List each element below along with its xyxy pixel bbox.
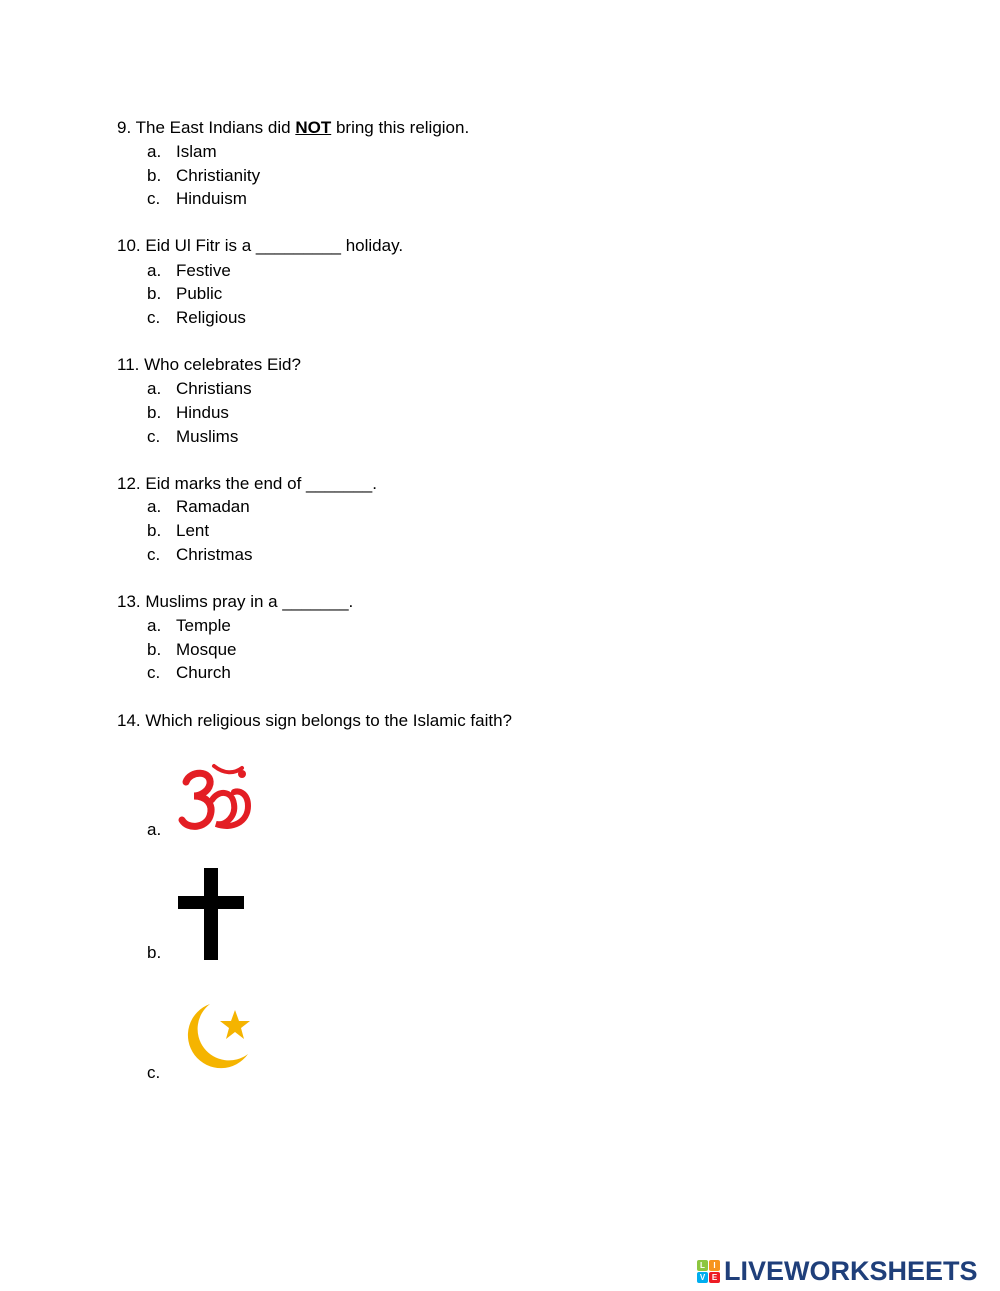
question-number: 11. — [117, 355, 140, 374]
option-12c: c. Christmas — [147, 545, 253, 564]
question-11 — [117, 355, 301, 375]
option-10b: b. Public — [147, 284, 223, 303]
question-number: 9. — [117, 118, 132, 137]
question-number: 14. — [117, 711, 141, 730]
option-10c: c. Religious — [147, 308, 246, 327]
question-text: Eid marks the end of _______. — [145, 474, 377, 493]
option-9c: c. Hinduism — [147, 189, 247, 208]
emphasis-not: NOT — [295, 118, 332, 137]
logo-tile-v: V — [697, 1272, 708, 1283]
liveworksheets-logo — [697, 1256, 978, 1286]
question-number: 10. — [117, 236, 141, 255]
question-number: 12. — [117, 474, 141, 493]
om-icon — [176, 760, 254, 836]
option-13b: b. Mosque — [147, 640, 237, 659]
option-13c: c. Church — [147, 663, 231, 682]
question-12 — [117, 474, 377, 494]
question-text: Which religious sign belongs to the Islamic faith? — [145, 711, 513, 730]
logo-tile-e: E — [709, 1272, 720, 1283]
question-9 — [117, 118, 469, 138]
logo-text: LIVEWORKSHEETS — [724, 1255, 978, 1286]
question-number: 13. — [117, 592, 141, 611]
question-text: Eid Ul Fitr is a _________ holiday. — [145, 236, 404, 255]
option-11c: c. Muslims — [147, 427, 239, 446]
question-10 — [117, 236, 403, 256]
logo-tile-i: I — [709, 1260, 720, 1271]
cross-icon — [178, 868, 244, 960]
option-12a: a. Ramadan — [147, 497, 250, 516]
option-10a: a. Festive — [147, 261, 231, 280]
option-13a: a. Temple — [147, 616, 231, 635]
question-text: Muslims pray in a _______. — [145, 592, 354, 611]
logo-tiles — [697, 1260, 720, 1283]
question-text: Who celebrates Eid? — [144, 355, 301, 374]
option-9a: a. Islam — [147, 142, 217, 161]
question-text-end: bring this religion. — [335, 118, 470, 137]
option-14a-letter: a. — [147, 820, 162, 839]
question-text: The East Indians did — [135, 118, 291, 137]
option-11b: b. Hindus — [147, 403, 229, 422]
question-13 — [117, 592, 353, 612]
question-14 — [117, 711, 512, 731]
option-14c-letter: c. — [147, 1063, 161, 1082]
logo-tile-l: L — [697, 1260, 708, 1271]
option-11a: a. Christians — [147, 379, 252, 398]
crescent-star-icon — [186, 1002, 256, 1070]
option-9b: b. Christianity — [147, 166, 261, 185]
option-12b: b. Lent — [147, 521, 210, 540]
option-14b-letter: b. — [147, 943, 162, 962]
